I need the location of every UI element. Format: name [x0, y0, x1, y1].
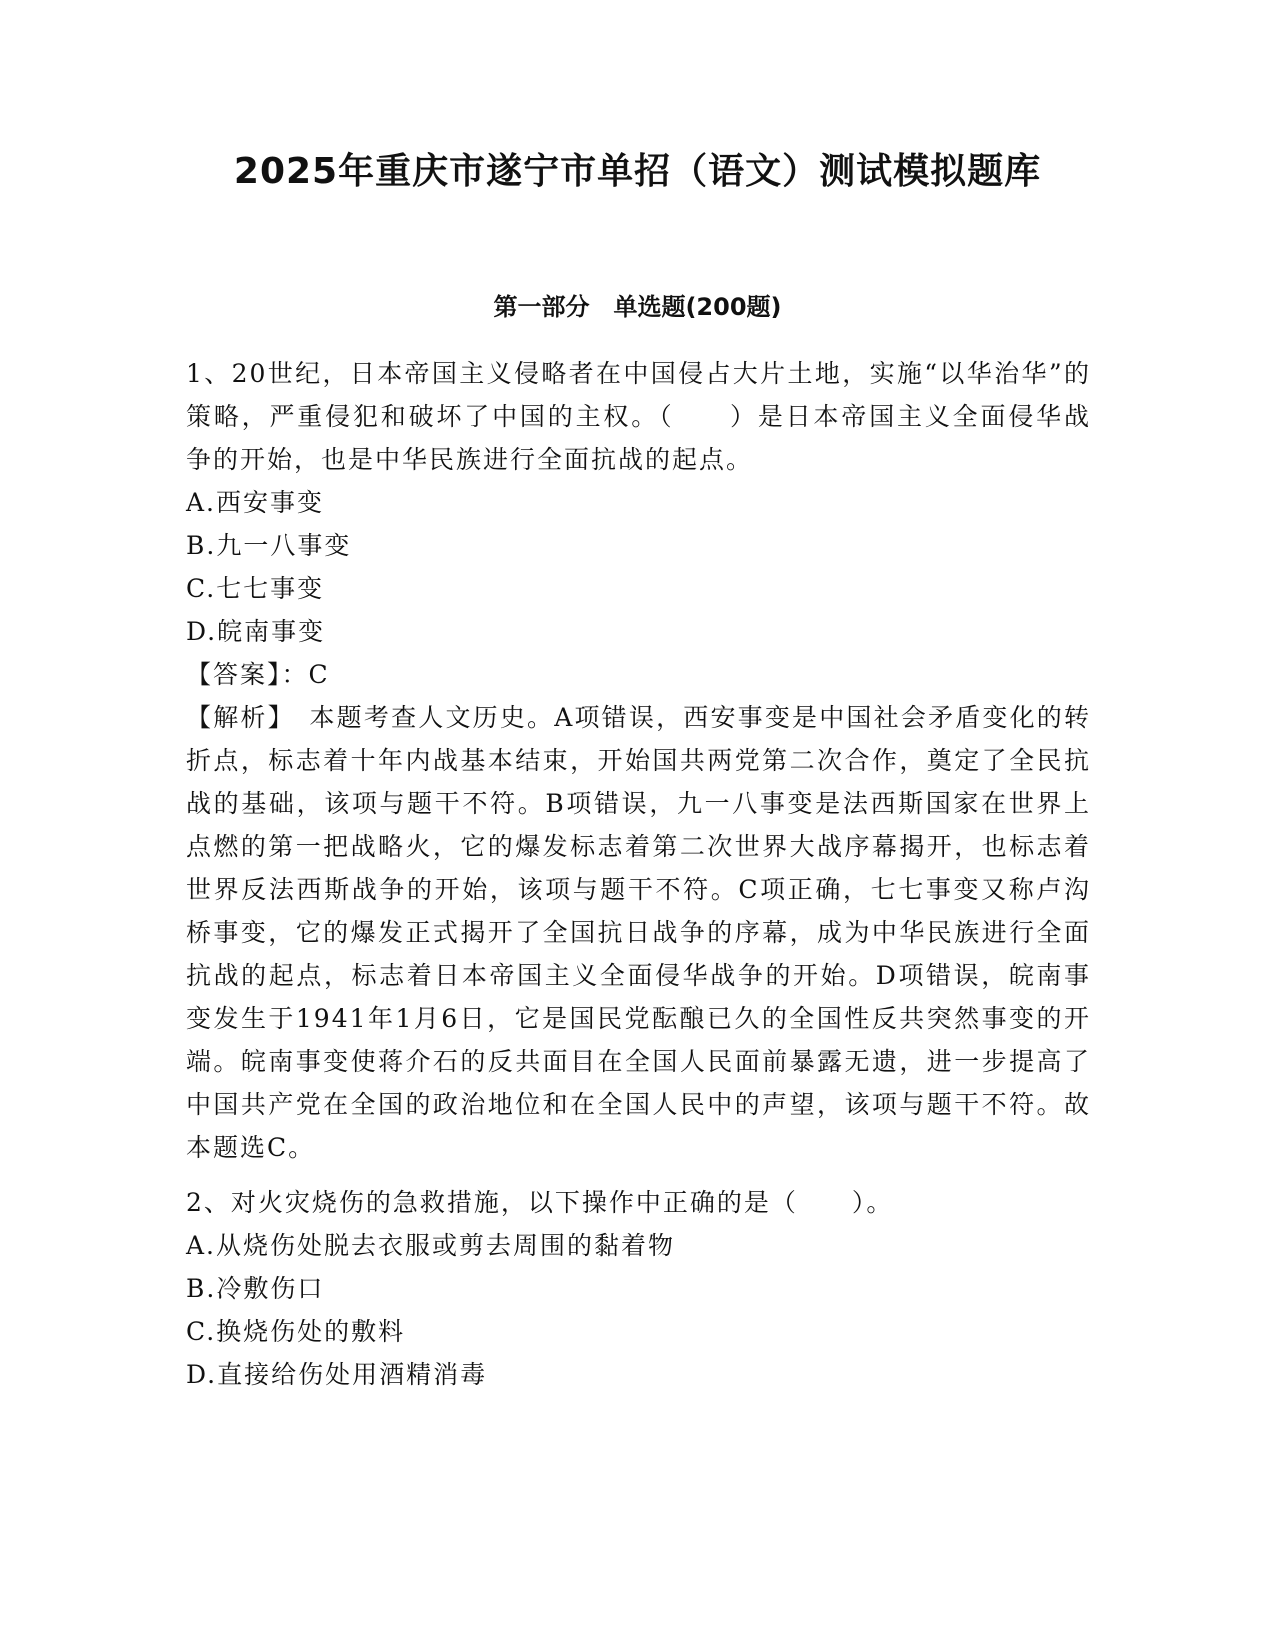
- option-c: C.七七事变: [186, 574, 325, 603]
- section-title: 第一部分 单选题(200题): [493, 293, 782, 321]
- explanation-label: 【解析】: [186, 703, 310, 732]
- question-stem: 2、对火灾烧伤的急救措施，以下操作中正确的是（ ）。: [186, 1188, 894, 1217]
- option-c: C.换烧伤处的敷料: [186, 1317, 406, 1346]
- answer-line: 【答案】：C: [186, 660, 330, 689]
- question-list: [186, 352, 1091, 1396]
- option-b: B.九一八事变: [186, 531, 352, 560]
- explanation-text: 本题考查人文历史。A项错误，西安事变是中国社会矛盾变化的转折点，标志着十年内战基本结束，开始国共两党第二次合作，奠定了全民抗战的基础，该项与题干不符。B项错误，九一八事变是法西斯国家在世界上点燃的第一把战略火，它的爆发标志着第二次世界大战序幕揭开，也标志着世界反法西斯战争的开始，该项与题干不符。C项正确，七七事变又称卢沟桥事变，它的爆发正式揭开了全国抗日战争的序幕，成为中华民族进行全面抗战的起点，标志着日本帝国主义全面侵华战争的开始。D项错误，皖南事变发生于1941年1月6日，它是国民党酝酿已久的全国性反共突然事变的开端。皖南事变使蒋介石的反共面目在全国人民面前暴露无遗，进一步提高了中国共产党在全国的政治地位和在全国人民中的声望，该项与题干不符。故本题选C。: [186, 703, 1091, 1162]
- option-b: B.冷敷伤口: [186, 1274, 325, 1303]
- question-2: [186, 1181, 1091, 1396]
- explanation: [186, 696, 1091, 1169]
- option-d: D.皖南事变: [186, 617, 326, 646]
- question-1: [186, 352, 1091, 1169]
- document-title: 2025年重庆市遂宁市单招（语文）测试模拟题库: [233, 151, 1042, 192]
- option-a: A.西安事变: [186, 488, 325, 517]
- question-stem: 1、20世纪，日本帝国主义侵略者在中国侵占大片土地，实施“以华治华”的策略，严重侵犯和破坏了中国的主权。（ ）是日本帝国主义全面侵华战争的开始，也是中华民族进行全面抗战的起点。: [186, 359, 1091, 474]
- option-d: D.直接给伤处用酒精消毒: [186, 1360, 488, 1389]
- option-a: A.从烧伤处脱去衣服或剪去周围的黏着物: [186, 1231, 676, 1260]
